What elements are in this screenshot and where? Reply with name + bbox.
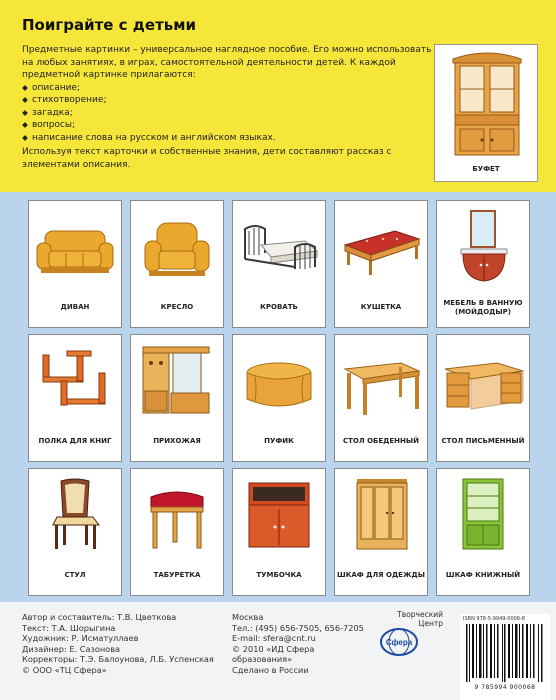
card-nightstand [232, 468, 326, 596]
barcode-digits: 9 785994 900068 [474, 684, 536, 691]
featured-card [434, 44, 538, 182]
card-label: КУШЕТКА [360, 303, 402, 311]
card-label: ШКАФ КНИЖНЫЙ [445, 571, 521, 579]
credit-line: Текст: Т.А. Шорыгина [22, 622, 116, 633]
credits [22, 612, 227, 675]
card-label: КРЕСЛО [160, 303, 194, 311]
card-bed [232, 200, 326, 328]
card-label: МЕБЕЛЬ В ВАННУЮ (МОЙДОДЫР) [443, 299, 523, 316]
card-label: КРОВАТЬ [260, 303, 298, 311]
barcode-block [460, 614, 550, 700]
bullet-item: вопросы; [22, 119, 442, 132]
contacts [232, 612, 372, 675]
nightstand-icon [235, 477, 323, 553]
card-bookshelf [28, 334, 122, 462]
card-label: ШКАФ ДЛЯ ОДЕЖДЫ [336, 571, 426, 579]
card-label: СТУЛ [64, 571, 86, 579]
card-label: ПРИХОЖАЯ [153, 437, 201, 445]
pouf-icon [235, 343, 323, 419]
isbn-number: ISBN 978-5-9949-0006-8 [463, 616, 525, 622]
writing-desk-icon [439, 343, 527, 419]
cupboard-icon [449, 51, 525, 159]
card-label: ДИВАН [60, 303, 90, 311]
bed-icon [235, 209, 323, 285]
chair-icon [31, 477, 119, 553]
contact-line: Сделано в России [232, 664, 309, 675]
credit-line: © ООО «ТЦ Сфера» [22, 664, 107, 675]
bathroom-vanity-icon [439, 209, 527, 285]
publisher-logo [375, 610, 443, 662]
card-pouf [232, 334, 326, 462]
page-title: Поиграйте с детьми [22, 16, 197, 34]
bookcase-icon [439, 477, 527, 553]
stool-icon [133, 477, 221, 553]
closing-paragraph: Используя текст карточки и собственные знания, дети составляют рассказ с элементами описания. [22, 147, 392, 170]
intro-paragraph: Предметные картинки – универсальное наглядное пособие. Его можно использовать на любых занятиях, в играх, самостоятельной деятельности детей. К каждой предметной картинке прилагаются: [22, 45, 432, 80]
armchair-icon [133, 209, 221, 285]
card-chair [28, 468, 122, 596]
card-dining-table [334, 334, 428, 462]
intro-text [22, 44, 442, 171]
sphere-logo-icon [375, 624, 421, 660]
credit-line: Дизайнер: Е. Сазонова [22, 643, 121, 654]
card-bookcase [436, 468, 530, 596]
logo-text: Сфера [385, 638, 413, 647]
couch-icon [337, 209, 425, 285]
card-hallway [130, 334, 224, 462]
card-couch [334, 200, 428, 328]
bookshelf-icon [31, 343, 119, 419]
wardrobe-icon [337, 477, 425, 553]
hallway-furniture-icon [133, 343, 221, 419]
footer [0, 602, 556, 700]
card-label: СТОЛ ОБЕДЕННЫЙ [342, 437, 420, 445]
card-armchair [130, 200, 224, 328]
card-sofa [28, 200, 122, 328]
credit-line: Художник: Р. Исматуллаев [22, 633, 139, 643]
card-vanity [436, 200, 530, 328]
bullet-item: загадка; [22, 107, 442, 120]
card-stool [130, 468, 224, 596]
contact-line: Москва [232, 612, 264, 622]
bullet-list [22, 82, 442, 145]
header-panel [0, 0, 556, 192]
barcode-icon [464, 624, 546, 682]
credit-line: Автор и составитель: Т.В. Цветкова [22, 612, 177, 622]
bullet-item: написание слова на русском и английском языках. [22, 132, 442, 145]
contact-line: © 2010 «ИД Сфера образования» [232, 643, 315, 664]
card-label: СТОЛ ПИСЬМЕННЫЙ [441, 437, 525, 445]
featured-caption: БУФЕТ [472, 165, 500, 173]
bullet-item: стихотворение; [22, 94, 442, 107]
credit-line: Корректоры: Т.Э. Балоунова, Л.Б. Успенская [22, 654, 214, 664]
publisher-name: Творческий Центр [397, 610, 443, 628]
card-label: ТУМБОЧКА [256, 571, 302, 579]
card-label: ПУФИК [264, 437, 294, 445]
card-label: ПОЛКА ДЛЯ КНИГ [38, 437, 112, 445]
dining-table-icon [337, 343, 425, 419]
sofa-icon [31, 209, 119, 285]
contact-line: Тел.: (495) 656-7505, 656-7205 [232, 622, 364, 633]
bullet-item: описание; [22, 82, 442, 95]
card-writing-desk [436, 334, 530, 462]
card-label: ТАБУРЕТКА [153, 571, 201, 579]
contact-line: E-mail: sfera@cnt.ru [232, 633, 316, 643]
card-wardrobe [334, 468, 428, 596]
